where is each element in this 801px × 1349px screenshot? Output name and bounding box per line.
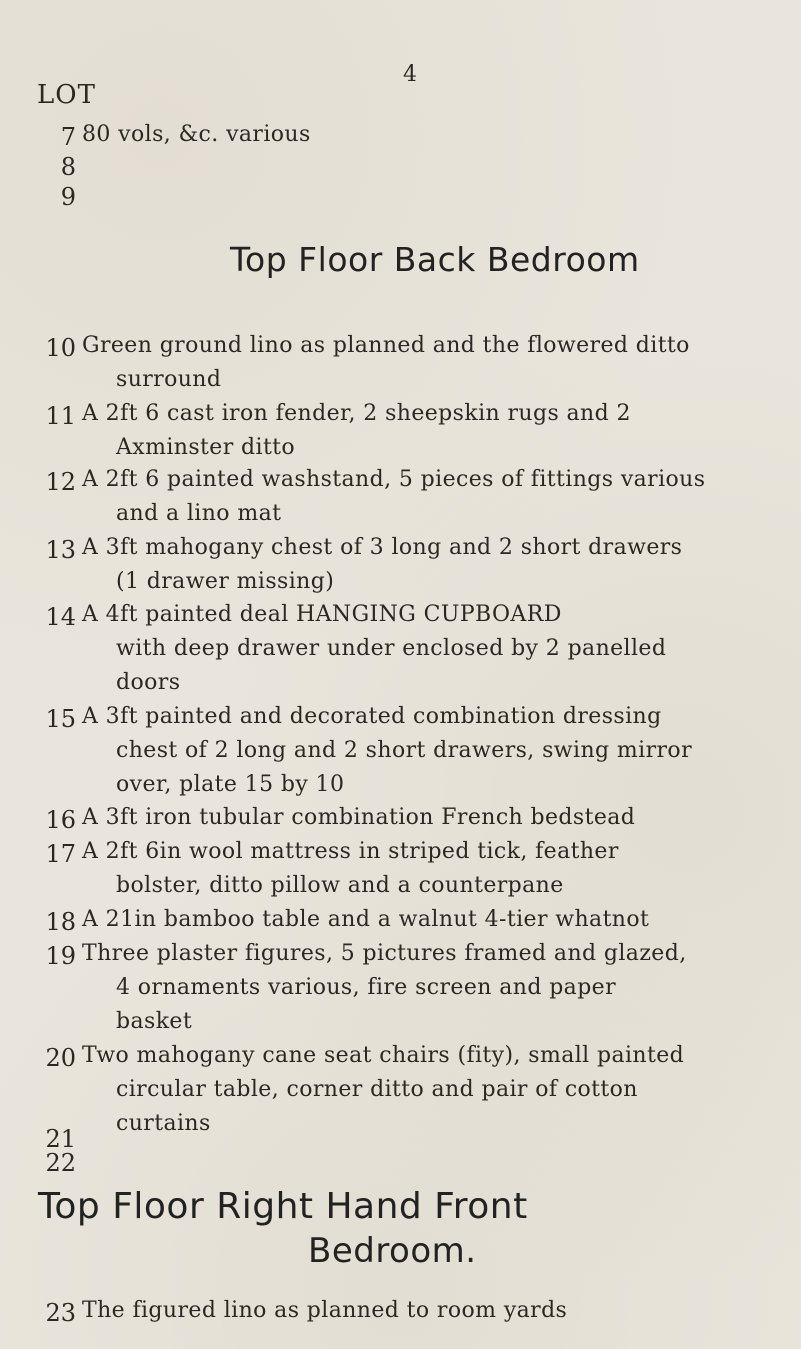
- lot-line: A 2ft 6 cast iron fender, 2 sheepskin rugs and 2: [82, 401, 631, 426]
- lot-line: [82, 1294, 732, 1328]
- lot-line: chest of 2 long and 2 short drawers, swing mirror: [116, 738, 692, 763]
- section-heading: Top Floor Right Hand Front: [38, 1186, 528, 1227]
- lot-number: 23: [45, 1299, 76, 1327]
- lot-number: 14: [45, 603, 76, 631]
- lot-line: Three plaster figures, 5 pictures framed and glazed,: [82, 941, 687, 966]
- lot-line: Axminster ditto: [116, 435, 296, 460]
- lot-line: Green ground lino as planned and the flowered ditto: [82, 333, 690, 358]
- lot-line: with deep drawer under enclosed by 2 panelled: [116, 636, 667, 661]
- lot-number: 20: [45, 1044, 76, 1072]
- lot-number: 15: [45, 705, 76, 733]
- lot-number: 17: [45, 840, 76, 868]
- lot-line: 4 ornaments various, fire screen and paper: [116, 975, 617, 1000]
- lot-line: A 3ft iron tubular combination French bedstead: [82, 805, 636, 830]
- lot-description: [82, 531, 800, 599]
- lot-number: 21: [45, 1125, 76, 1153]
- lot-line: basket: [116, 1009, 193, 1034]
- lot-description: [82, 1039, 800, 1141]
- lot-number: 16: [45, 806, 76, 834]
- lot-line: Two mahogany cane seat chairs (fity), small painted: [82, 1043, 685, 1068]
- lot-description: [82, 903, 800, 937]
- lot-number: 12: [45, 468, 76, 496]
- lot-number: 8: [60, 153, 76, 181]
- lot-description: [82, 937, 800, 1039]
- lot-number: 7: [60, 123, 76, 151]
- lot-line: (1 drawer missing): [116, 569, 335, 594]
- lot-description: [82, 118, 800, 152]
- lot-number: 19: [45, 942, 76, 970]
- lot-description: [82, 397, 800, 465]
- lot-line: over, plate 15 by 10: [116, 772, 345, 797]
- lot-description: [82, 463, 800, 531]
- lot-line: A 4ft painted deal HANGING CUPBOARD: [82, 602, 562, 627]
- lot-line: circular table, corner ditto and pair of cotton: [116, 1077, 638, 1102]
- section-heading: Top Floor Back Bedroom: [230, 240, 640, 279]
- lot-number: 11: [45, 402, 76, 430]
- lot-line: A 21in bamboo table and a walnut 4-tier whatnot: [82, 907, 650, 932]
- lot-description: [82, 329, 800, 397]
- lot-line: curtains: [116, 1111, 211, 1136]
- lot-number: 22: [45, 1149, 76, 1177]
- lot-description: [82, 835, 800, 903]
- lot-line: 80 vols, &c. various: [82, 122, 311, 147]
- lot-description: [82, 598, 800, 700]
- lot-line: A 3ft mahogany chest of 3 long and 2 short drawers: [82, 535, 683, 560]
- lot-line: A 3ft painted and decorated combination dressing: [82, 704, 662, 729]
- lot-line: surround: [116, 367, 222, 392]
- lot-text: The figured lino as planned to room: [82, 1298, 497, 1323]
- lot-line: A 2ft 6in wool mattress in striped tick, feather: [82, 839, 619, 864]
- lot-line: and a lino mat: [116, 501, 282, 526]
- lot-number: 18: [45, 908, 76, 936]
- lot-description: [82, 700, 800, 802]
- lot-number: 9: [60, 183, 76, 211]
- lot-unit: yards: [503, 1298, 568, 1323]
- lot-line: doors: [116, 670, 181, 695]
- lot-line: bolster, ditto pillow and a counterpane: [116, 873, 564, 898]
- page-number: 4: [403, 62, 417, 87]
- lot-column-header: LOT: [37, 80, 96, 110]
- lot-description: [82, 1294, 732, 1328]
- lot-number: 13: [45, 536, 76, 564]
- lot-line: A 2ft 6 painted washstand, 5 pieces of fittings various: [82, 467, 706, 492]
- lot-description: [82, 801, 800, 835]
- lot-number: 10: [45, 334, 76, 362]
- section-heading: Bedroom.: [308, 1231, 477, 1271]
